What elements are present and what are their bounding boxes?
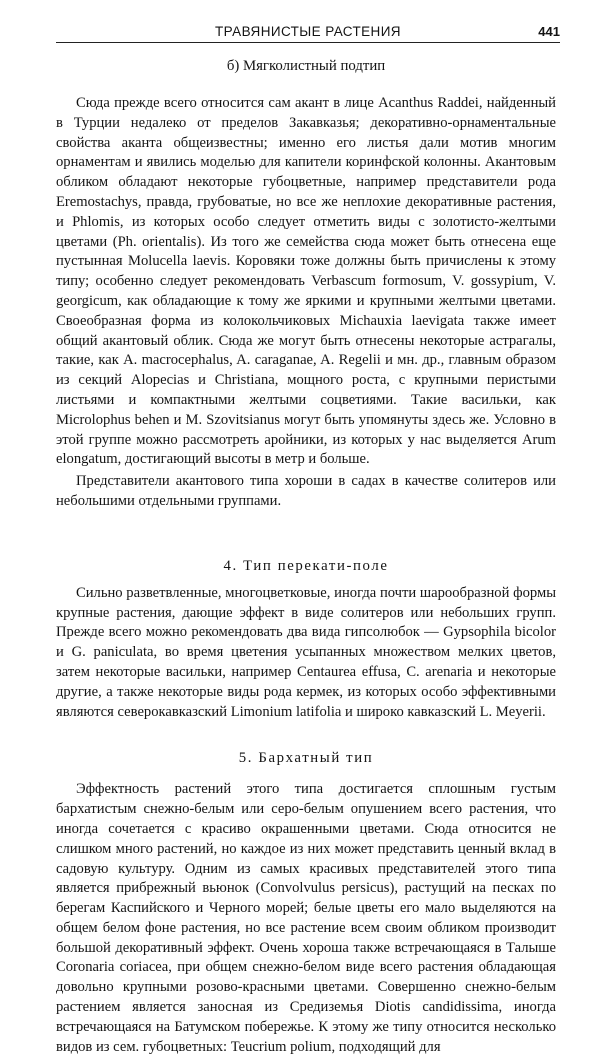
section-heading-tumbleweed: 4. Тип перекати-поле xyxy=(223,557,389,574)
page-body xyxy=(56,56,556,1057)
paragraph-velvet: Эффектность растений этого типа достигается сплошным густым бархатистым снежно-белым или серо-белым опушением всего растения, что иногда сочетается с красиво окрашенными цветами. Сюда относится не слишком много растений, но каждое из них может представить ценный вклад в садовую культуру. Одним из самых красивых представителей этого типа является прибрежный вьюнок (Convolvulus persicus), растущий на песках по берегам Каспийского и Черного морей; белые цветы его мало выделяются на общем белом фоне растения, но все растение всем своим обликом производит большой декоративный эффект. Очень хороша также встречающаяся в Талыше Coronaria coriacea, при общем снежно-белом виде всего растения обладающая довольно крупными розово-красными цветами. Совершенно снежно-белым растением является заносная из Средиземья Diotis candidissima, иногда встречающаяся на Батумском побережье. К этому же типу относится несколько видов из сем. губоцветных: Teucrium polium, подходящий для xyxy=(56,781,556,1055)
page-number: 441 xyxy=(538,24,560,39)
subsection-heading-soft-leaved: б) Мягколистный подтип xyxy=(226,58,386,74)
paragraph-tumbleweed: Сильно разветвленные, многоцветковые, иногда почти шарообразной формы крупные растения, дающие эффект в виде солитеров или небольших групп. Прежде всего можно рекомендовать два вида гипсолюбок — Gypsophila bicolor и G. paniculata, во время цветения усыпанных множеством мелких цветов, затем некоторые васильки, например Centaurea effusa, C. arenaria и некоторые другие, а также некоторые виды рода кермек, из которых особо эффективными являются северокавказский Limonium latifolia и широко кавказский L. Meyerii. xyxy=(56,584,556,720)
paragraph-acanthus: Сюда прежде всего относится сам акант в лице Acanthus Raddei, найденный в Турции недалеко от пределов Закавказья; декоративно-орнаментальные свойства аканта общеизвестны; именно его листья дали мотив многим орнаментам и явились моделью для капители коринфской колонны. Акантовым обликом обладают некоторые губоцветные, например представители рода Eremostachys, правда, грубоватые, но все же неплохие декоративные растения, и Phlomis, из которых особо следует отметить виды с золотисто-желтыми цветами (Ph. orientalis). Из того же семейства сюда может быть отнесена еще пустынная Molucella laevis. Коровяки тоже должны быть причислены к этому типу; особенно следует рекомендовать Verbascum formosum, V. gossypium, V. georgicum, как обладающие к тому же яркими и крупными желтыми цветами. Своеобразная форма из колокольчиковых Michauxia laevigata также имеет общий акантовый облик. Сюда же могут быть отнесены некоторые астрагалы, такие, как A. macrocephalus, A. caraganae, A. Regelii и мн. др., главным образом из секций Alopecias и Christiana, мощного роста, с крупными перистыми листьями и компактными желтыми соцветиями. Такие васильки, как Microlophus behen и M. Szovitsianus могут быть упомянуты здесь же. Условно в этой группе можно рассмотреть аройники, из которых у нас выделяется Arum elongatum, достигающий высоты в метр и больше. xyxy=(56,95,556,468)
running-header xyxy=(56,22,560,43)
section-heading-velvet: 5. Бархатный тип xyxy=(238,750,374,767)
running-title: ТРАВЯНИСТЫЕ РАСТЕНИЯ xyxy=(215,24,401,39)
paragraph-acanthus-use: Представители акантового типа хороши в садах в качестве солитеров или небольшими отдельными группами. xyxy=(56,473,556,509)
